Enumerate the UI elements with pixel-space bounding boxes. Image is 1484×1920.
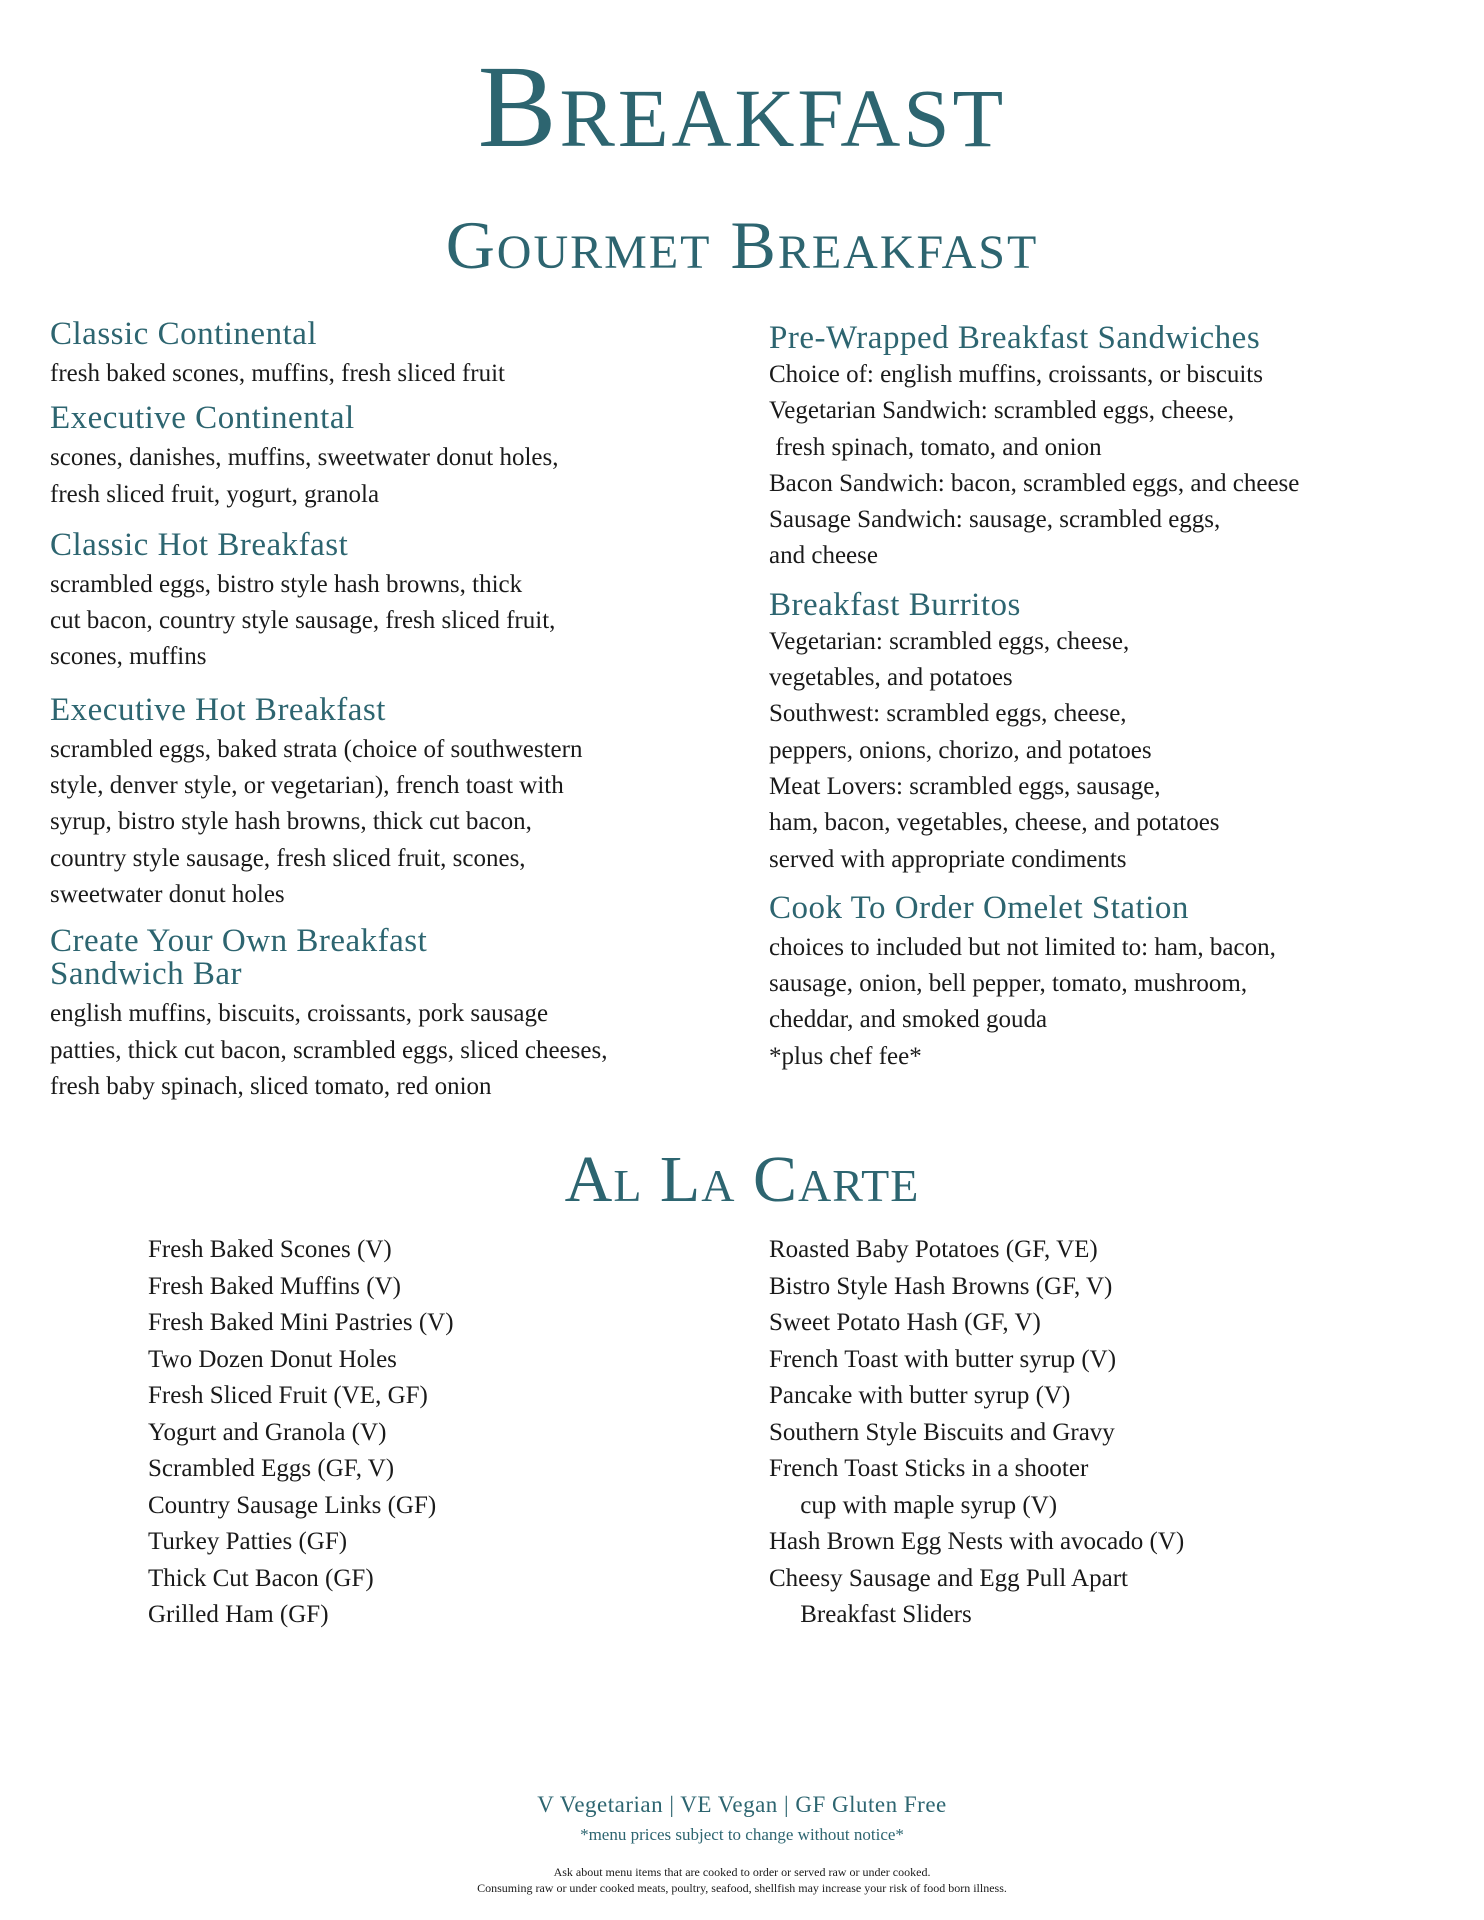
menu-section bbox=[50, 402, 730, 513]
section-description: Choice of: english muffins, croissants, or biscuits Vegetarian Sandwich: scrambled eggs, cheese, fresh spinach, tomato, and onion Bacon Sandwich: bacon, scrambled eggs, and cheese Sausage Sandwich: sausage, scrambled eggs, and cheese bbox=[769, 361, 1300, 570]
section-description: Vegetarian: scrambled eggs, cheese, vegetables, and potatoes Southwest: scrambled eggs, cheese, peppers, onions, chorizo, and potatoes Meat Lovers: scrambled eggs, sausage, ham, bacon, vegetables, cheese, and potatoes served with appropriate condiments bbox=[769, 627, 1220, 873]
price-notice: *menu prices subject to change without notice* bbox=[580, 1825, 904, 1844]
list-item: Fresh Sliced Fruit (VE, GF) bbox=[148, 1382, 428, 1409]
list-item: Roasted Baby Potatoes (GF, VE) bbox=[769, 1236, 1098, 1263]
disclaimer-line: Consuming raw or under cooked meats, poultry, seafood, shellfish may increase your risk of food born illness. bbox=[477, 1881, 1007, 1895]
dietary-legend: V Vegetarian | VE Vegan | GF Gluten Free bbox=[537, 1792, 947, 1817]
list-item: Fresh Baked Scones (V) bbox=[148, 1236, 392, 1263]
page-subtitle: Gourmet Breakfast bbox=[445, 207, 1039, 283]
section-heading: Classic Hot Breakfast bbox=[50, 526, 349, 563]
section-description: english muffins, biscuits, croissants, pork sausage patties, thick cut bacon, scrambled eggs, sliced cheeses, fresh baby spinach, sliced tomato, red onion bbox=[50, 1000, 608, 1100]
list-item: Bistro Style Hash Browns (GF, V) bbox=[769, 1272, 1113, 1300]
menu-section bbox=[50, 526, 730, 676]
list-item: French Toast Sticks in a shooter bbox=[769, 1455, 1089, 1482]
list-item: Southern Style Biscuits and Gravy bbox=[769, 1418, 1115, 1446]
section-heading: Classic Continental bbox=[50, 316, 318, 352]
menu-section bbox=[50, 691, 730, 913]
section-description: scones, danishes, muffins, sweetwater donut holes, fresh sliced fruit, yogurt, granola bbox=[50, 444, 559, 508]
list-item: Thick Cut Bacon (GF) bbox=[148, 1564, 374, 1592]
section-description: scrambled eggs, bistro style hash browns, thick cut bacon, country style sausage, fresh sliced fruit, scones, muffins bbox=[50, 570, 556, 671]
left-column bbox=[50, 318, 730, 1105]
right-column bbox=[769, 322, 1459, 1075]
section-description: fresh baked scones, muffins, fresh sliced fruit bbox=[50, 360, 505, 387]
list-item: Breakfast Sliders bbox=[769, 1601, 972, 1628]
food-safety-disclaimer bbox=[0, 1864, 1484, 1896]
list-item: Yogurt and Granola (V) bbox=[148, 1418, 387, 1446]
disclaimer-line: Ask about menu items that are cooked to order or served raw or under cooked. bbox=[553, 1865, 931, 1879]
section-heading: Breakfast Burritos bbox=[769, 586, 1021, 623]
list-item: cup with maple syrup (V) bbox=[769, 1491, 1058, 1519]
menu-section bbox=[50, 318, 730, 392]
al-la-carte-left-list bbox=[148, 1232, 708, 1634]
list-item: Fresh Baked Mini Pastries (V) bbox=[148, 1309, 454, 1336]
page-title: Breakfast bbox=[477, 41, 1007, 172]
list-item: Grilled Ham (GF) bbox=[148, 1601, 329, 1628]
list-item: Two Dozen Donut Holes bbox=[148, 1345, 397, 1373]
list-item: Country Sausage Links (GF) bbox=[148, 1491, 437, 1519]
menu-section bbox=[769, 889, 1459, 1075]
section-description: scrambled eggs, baked strata (choice of southwestern style, denver style, or vegetarian), french toast with syrup, bistro style hash browns, thick cut bacon, country style sausage, fresh sliced fruit, scones, sweetwater donut holes bbox=[50, 735, 583, 908]
section-heading: Cook To Order Omelet Station bbox=[769, 889, 1189, 926]
section-description: choices to included but not limited to: ham, bacon, sausage, onion, bell pepper, tomato, mushroom, cheddar, and smoked gouda *plus chef fee* bbox=[769, 933, 1276, 1070]
section-heading: Executive Hot Breakfast bbox=[50, 691, 386, 728]
section-heading: Executive Continental bbox=[50, 400, 355, 437]
section-heading: Create Your Own Breakfast Sandwich Bar bbox=[50, 923, 428, 993]
list-item: Cheesy Sausage and Egg Pull Apart bbox=[769, 1564, 1128, 1592]
list-item: Fresh Baked Muffins (V) bbox=[148, 1272, 401, 1300]
menu-section bbox=[769, 586, 1459, 878]
list-item: Hash Brown Egg Nests with avocado (V) bbox=[769, 1528, 1185, 1555]
list-item: Turkey Patties (GF) bbox=[148, 1528, 348, 1555]
menu-section bbox=[50, 925, 730, 1105]
list-item: French Toast with butter syrup (V) bbox=[769, 1345, 1117, 1373]
al-la-carte-right-list bbox=[769, 1232, 1449, 1634]
menu-section bbox=[769, 322, 1459, 575]
section-heading: Pre-Wrapped Breakfast Sandwiches bbox=[769, 320, 1261, 356]
list-item: Scrambled Eggs (GF, V) bbox=[148, 1455, 395, 1482]
al-la-carte-title: Al La Carte bbox=[564, 1143, 920, 1216]
list-item: Pancake with butter syrup (V) bbox=[769, 1382, 1071, 1409]
list-item: Sweet Potato Hash (GF, V) bbox=[769, 1309, 1041, 1336]
